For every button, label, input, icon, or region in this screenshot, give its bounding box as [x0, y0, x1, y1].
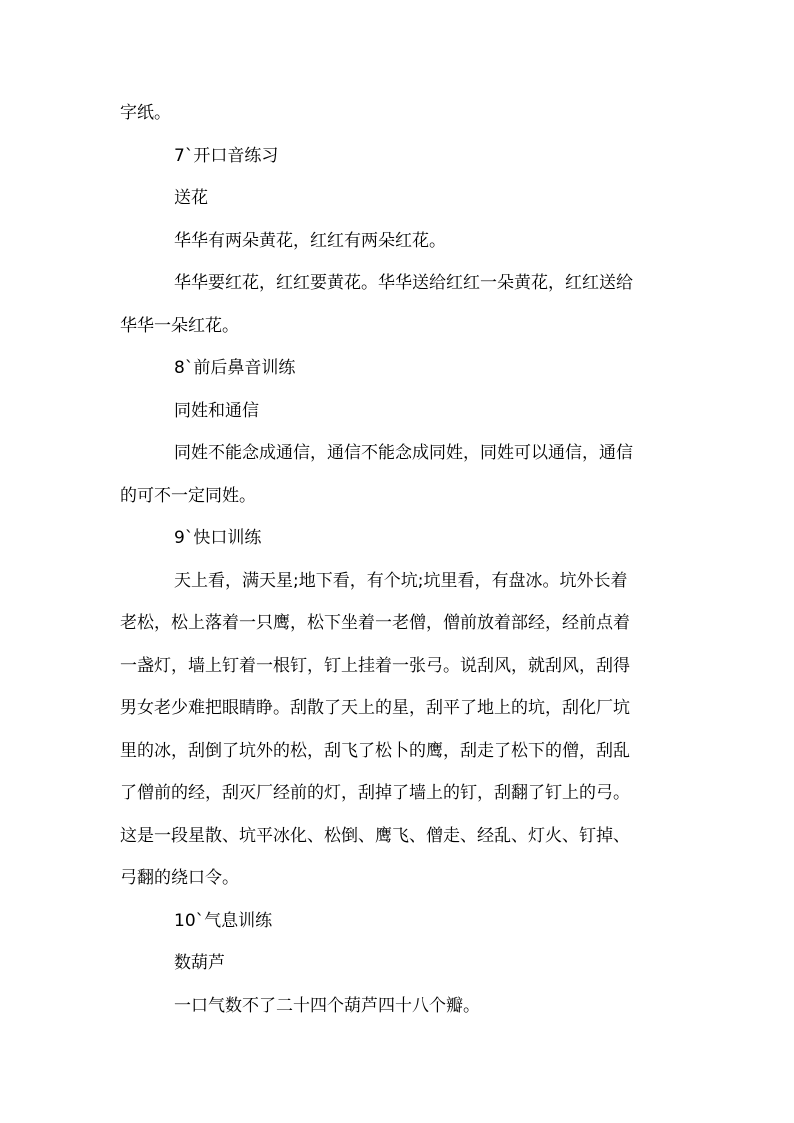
text-line: 华华要红花，红红要黄花。华华送给红红一朵黄花，红红送给	[174, 273, 633, 293]
text-line: 8`前后鼻音训练	[174, 358, 296, 378]
text-line: 这是一段星散、坑平冰化、松倒、鹰飞、僧走、经乱、灯火、钉掉、	[120, 825, 630, 846]
text-line: 弓翻的绕口令。	[120, 868, 239, 888]
text-line: 了僧前的经，刮灭厂经前的灯，刮掉了墙上的钉，刮翻了钉上的弓。	[120, 783, 630, 803]
document-body	[120, 92, 676, 1027]
text-line: 7`开口音练习	[174, 145, 279, 166]
text-line: 同姓和通信	[174, 400, 259, 421]
text-line: 9`快口训练	[174, 528, 262, 548]
text-line: 华华有两朵黄花，红红有两朵红花。	[174, 230, 446, 251]
text-line: 的可不一定同姓。	[120, 485, 256, 506]
text-line: 男女老少难把眼睛睁。刮散了天上的星，刮平了地上的坑，刮化厂坑	[120, 698, 630, 718]
text-line: 一口气数不了二十四个葫芦四十八个瓣。	[174, 995, 480, 1016]
text-line: 一盏灯，墙上钉着一根钉，钉上挂着一张弓。说刮风，就刮风，刮得	[120, 655, 630, 676]
text-line: 10`气息训练	[174, 910, 273, 931]
text-line: 字纸。	[120, 103, 171, 123]
text-line: 送花	[174, 188, 208, 208]
text-line: 里的冰，刮倒了坑外的松，刮飞了松卜的鹰，刮走了松下的僧，刮乱	[120, 740, 630, 761]
text-line: 同姓不能念成通信，通信不能念成同姓，同姓可以通信，通信	[174, 443, 633, 463]
text-line: 老松，松上落着一只鹰，松下坐着一老僧，僧前放着部经，经前点着	[120, 613, 630, 633]
text-line: 天上看，满天星;地下看，有个坑;坑里看，有盘冰。坑外长着	[174, 570, 628, 591]
text-line: 华华一朵红花。	[120, 315, 239, 336]
text-line: 数葫芦	[174, 953, 225, 973]
